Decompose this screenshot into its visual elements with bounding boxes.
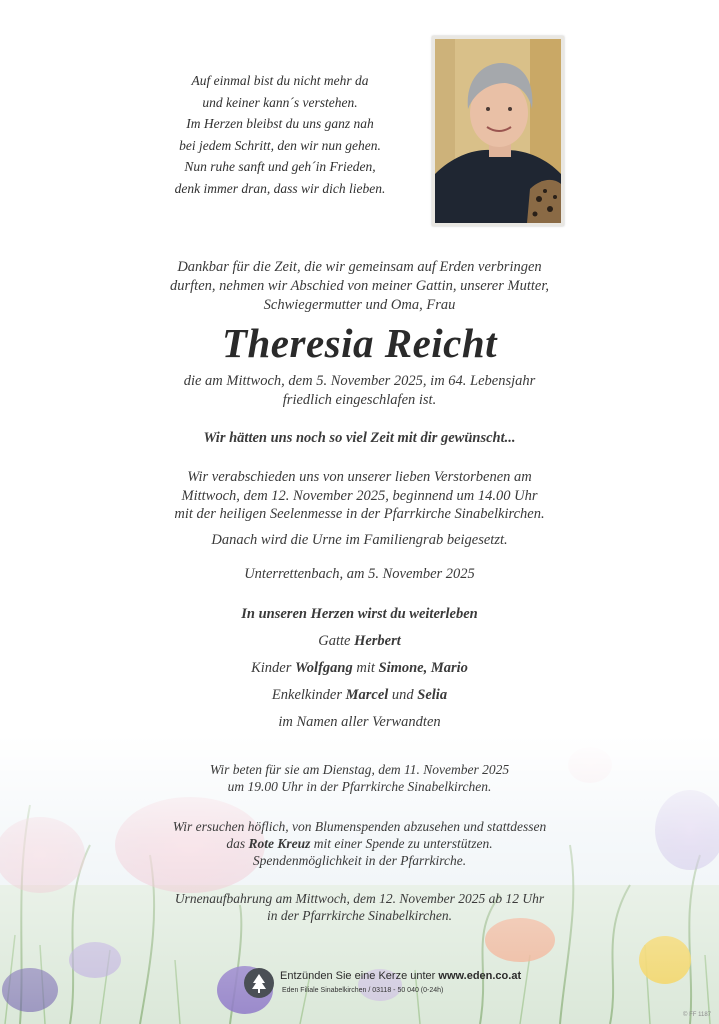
poem-line: denk immer dran, dass wir dich lieben. (174, 180, 386, 196)
relatives-line: im Namen aller Verwandten (278, 714, 441, 730)
portrait-frame (432, 36, 564, 226)
mourners-heading: In unseren Herzen wirst du weiterleben (241, 606, 478, 622)
place-date: Unterrettenbach, am 5. November 2025 (244, 566, 475, 582)
funeral-line: mit der heiligen Seelenmesse in der Pfarrkirche Sinabelkirchen. (174, 506, 545, 522)
intro-line: Schwiegermutter und Oma, Frau (263, 297, 456, 313)
children-line: Kinder Wolfgang mit Simone, Mario (251, 660, 468, 676)
mourners-list (0, 601, 719, 736)
prayer-line: Wir beten für sie am Dienstag, dem 11. November 2025 (209, 762, 510, 777)
intro-line: durften, nehmen wir Abschied von meiner Gattin, unserer Mutter, (170, 278, 549, 294)
branch-info: Eden Filiale Sinabelkirchen / 03118 - 50 040 (0-24h) (282, 987, 444, 994)
eden-link[interactable]: www.eden.co.at (438, 970, 522, 982)
death-notice (0, 372, 719, 409)
donation-info (0, 818, 719, 869)
donation-line: Wir ersuchen höflich, von Blumenspenden abzusehen und stattdessen (172, 819, 547, 834)
spouse-line: Gatte Herbert (318, 633, 401, 649)
viewing-info (0, 890, 719, 924)
viewing-line: in der Pfarrkirche Sinabelkirchen. (267, 908, 452, 923)
grandchildren-line: Enkelkinder Marcel und Selia (271, 687, 448, 703)
poem-line: und keiner kann´s verstehen. (202, 94, 358, 110)
wish-text: Wir hätten uns noch so viel Zeit mit dir gewünscht... (203, 430, 516, 446)
funeral-line: Mittwoch, dem 12. November 2025, beginnend um 14.00 Uhr (181, 487, 538, 504)
intro-text (0, 258, 719, 315)
death-line: friedlich eingeschlafen ist. (282, 391, 437, 408)
donation-line: das Rote Kreuz mit einer Spende zu unterstützen. (226, 836, 493, 851)
poem-line: Im Herzen bleibst du uns ganz nah (186, 116, 374, 131)
viewing-line: Urnenaufbahrung am Mittwoch, dem 12. November 2025 ab 12 Uhr (174, 891, 545, 906)
footer (244, 966, 544, 1006)
poem-line: Nun ruhe sanft und geh´in Frieden, (184, 159, 376, 174)
intro-line: Dankbar für die Zeit, die wir gemeinsam auf Erden verbringen (177, 259, 542, 275)
funeral-info (0, 468, 719, 524)
tree-icon (244, 968, 274, 998)
prayer-line: um 19.00 Uhr in der Pfarrkirche Sinabelkirchen. (227, 779, 492, 794)
portrait-photo (435, 39, 561, 223)
funeral-line: Wir verabschieden uns von unserer lieben Verstorbenen am (187, 469, 532, 485)
document-code: © FF 1187 (683, 1012, 711, 1018)
prayer-info (0, 761, 719, 795)
donation-line: Spendenmöglichkeit in der Pfarrkirche. (252, 853, 467, 868)
poem (150, 70, 410, 199)
poem-line: Auf einmal bist du nicht mehr da (191, 73, 369, 88)
urn-burial-text: Danach wird die Urne im Familiengrab beigesetzt. (211, 532, 508, 548)
deceased-name: Theresia Reicht (221, 320, 498, 366)
poem-line: bei jedem Schritt, den wir nun gehen. (179, 137, 381, 153)
candle-text: Entzünden Sie eine Kerze unter www.eden.co.at (280, 970, 522, 982)
death-line: die am Mittwoch, dem 5. November 2025, im 64. Lebensjahr (183, 373, 536, 389)
